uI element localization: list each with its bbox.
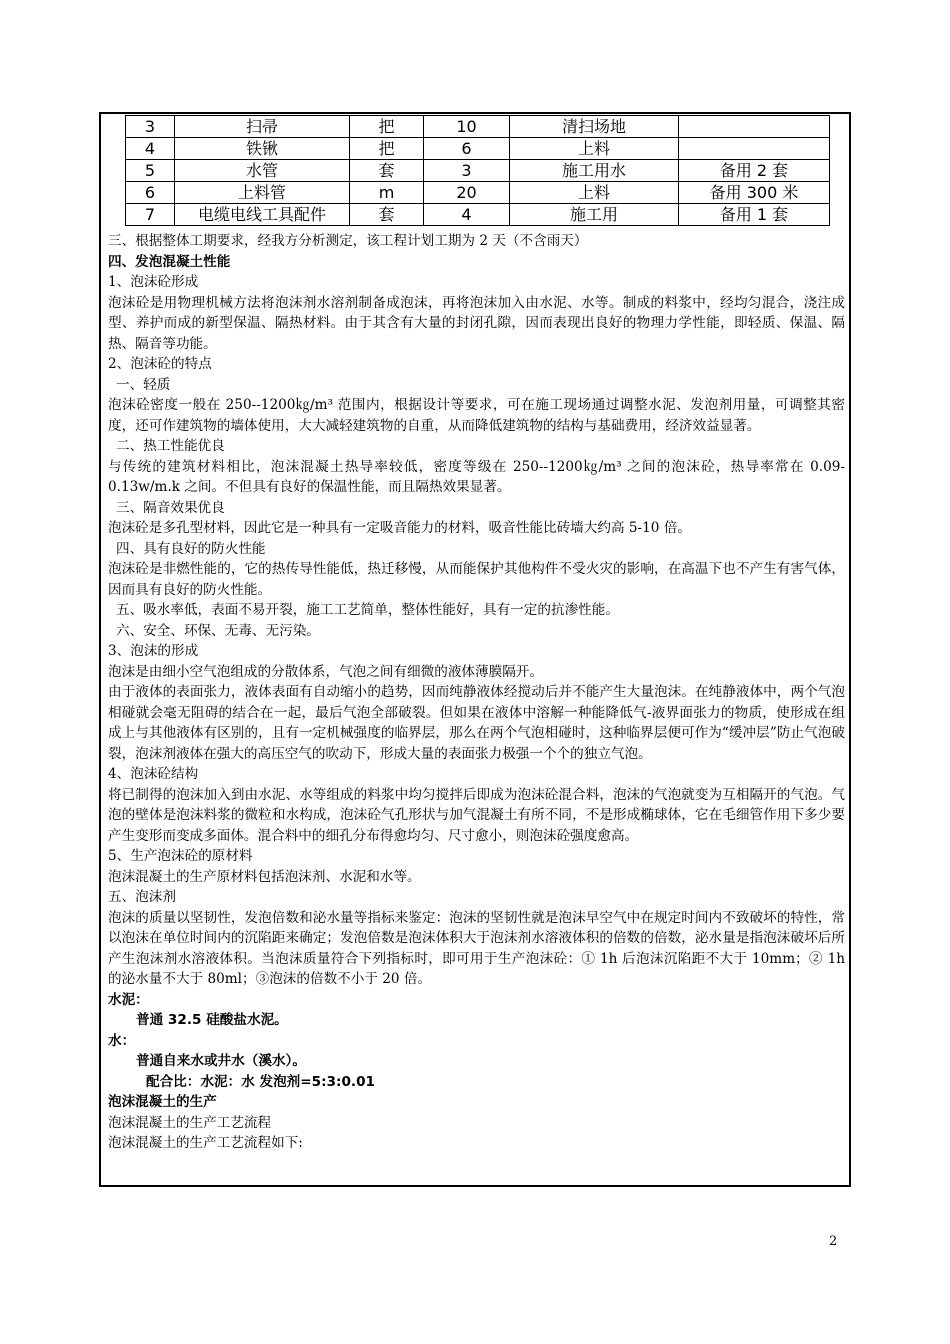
table-cell: 7	[126, 204, 175, 226]
table-cell: 套	[350, 160, 424, 182]
table-cell: 上料	[510, 138, 679, 160]
feature-heading: 二、热工性能优良	[116, 438, 225, 454]
paragraph: 泡沫砼是用物理机械方法将泡沫剂水溶剂制备成泡沫，再将泡沫加入由水泥、水等。制成的料浆中，经均匀混合，浇注成型、养护而成的新型保温、隔热材料。由于其含有大量的封闭孔隙，因而表现出良好的物理力学性能，即轻质、保温、隔热、隔音等功能。	[108, 294, 845, 352]
subsection-heading: 4、泡沫砼结构	[108, 766, 199, 782]
table-cell: m	[350, 182, 424, 204]
material-heading: 水：	[108, 1032, 136, 1049]
table-cell: 电缆电线工具配件	[175, 204, 350, 226]
table-row	[126, 116, 830, 138]
paragraph: 泡沫砼是多孔型材料，因此它是一种具有一定吸音能力的材料，吸音性能比砖墙大约高 5-10 倍。	[108, 520, 691, 536]
table-cell: 4	[126, 138, 175, 160]
table-cell: 铁锹	[175, 138, 350, 160]
subsection-heading: 3、泡沫的形成	[108, 643, 199, 659]
table-cell: 4	[424, 204, 510, 226]
table-cell: 套	[350, 204, 424, 226]
table-cell: 6	[424, 138, 510, 160]
feature-heading: 五、吸水率低，表面不易开裂，施工工艺简单，整体性能好，具有一定的抗渗性能。	[116, 602, 619, 618]
table-cell: 备用 1 套	[679, 204, 830, 226]
feature-heading: 一、轻质	[116, 376, 171, 393]
table-cell: 清扫场地	[510, 116, 679, 138]
subsection-heading: 1、泡沫砼形成	[108, 274, 199, 290]
material-value: 普通 32.5 硅酸盐水泥。	[136, 1012, 288, 1028]
paragraph: 泡沫的质量以坚韧性，发泡倍数和泌水量等指标来鉴定：泡沫的坚韧性就是泡沫早空气中在规定时间内不致破坏的特性，常以泡沫在单位时间内的沉陷距来确定；发泡倍数是泡沫体积大于泡沫剂水溶液体积的倍数的倍数，泌水量是指泡沫破坏后所产生泡沫剂水溶液体积。当泡沫质量符合下列指标时，即可用于生产泡沫砼：① 1h 后泡沫沉陷距不大于 10mm；② 1h 的泌水量不大于 80ml；③泡沫的倍数不小于 20 倍。	[108, 909, 845, 987]
table-cell: 上料管	[175, 182, 350, 204]
table-cell: 3	[424, 160, 510, 182]
paragraph: 泡沫是由细小空气泡组成的分散体系，气泡之间有细微的液体薄膜隔开。	[108, 663, 543, 680]
table-cell: 备用 300 米	[679, 182, 830, 204]
material-heading: 水泥：	[108, 991, 149, 1008]
feature-heading: 四、具有良好的防火性能	[116, 540, 266, 557]
table-cell	[679, 116, 830, 138]
table-cell: 备用 2 套	[679, 160, 830, 182]
subsection-heading: 5、生产泡沫砼的原材料	[108, 848, 253, 864]
tools-table	[125, 115, 830, 226]
table-row	[126, 182, 830, 204]
material-value: 普通自来水或井水（溪水）。	[136, 1053, 306, 1069]
table-cell	[679, 138, 830, 160]
page-number: 2	[829, 1234, 838, 1249]
table-cell: 施工用	[510, 204, 679, 226]
table-row	[126, 160, 830, 182]
document-body	[108, 231, 845, 1154]
table-cell: 上料	[510, 182, 679, 204]
table-cell: 5	[126, 160, 175, 182]
table-cell: 扫帚	[175, 116, 350, 138]
table-cell: 把	[350, 138, 424, 160]
mix-ratio: 配合比：水泥：水 发泡剂=5:3:0.01	[146, 1073, 375, 1090]
subsection-heading: 五、泡沫剂	[108, 889, 176, 905]
paragraph: 与传统的建筑材料相比，泡沫混凝土热导率较低，密度等级在 250--1200㎏/m³ 之间的泡沫砼，热导率常在 0.09-0.13w/m.k 之间。不但具有良好的保温性能，而且隔热效果显著。	[108, 458, 845, 495]
paragraph: 泡沫混凝土的生产工艺流程如下:	[108, 1135, 303, 1151]
table-row	[126, 204, 830, 226]
paragraph: 泡沫砼密度一般在 250--1200㎏/m³ 范围内，根据设计等要求，可在施工现场通过调整水泥、发泡剂用量，可调整其密度，还可作建筑物的墙体使用，大大减轻建筑物的自重，从而降低建筑物的结构与基础费用，经济效益显著。	[108, 397, 845, 434]
feature-heading: 三、隔音效果优良	[116, 499, 225, 516]
paragraph: 由于液体的表面张力，液体表面有自动缩小的趋势，因而纯静液体经搅动后并不能产生大量泡沫。在纯静液体中，两个气泡相碰就会毫无阻碍的结合在一起，最后气泡全部破裂。但如果在液体中溶解一种能降低气-液界面张力的物质，使形成在组成上与其他液体有区别的，且有一定机械强度的临界层，那么在两个气泡相碰时，这种临界层便可作为“缓冲层”防止气泡破裂，泡沫剂液体在强大的高压空气的吹动下，形成大量的表面张力极强一个个的独立气泡。	[108, 684, 845, 762]
table-cell: 3	[126, 116, 175, 138]
feature-heading: 六、安全、环保、无毒、无污染。	[116, 622, 320, 639]
subsection-heading: 2、泡沫砼的特点	[108, 356, 212, 372]
schedule-line: 三、根据整体工期要求，经我方分析测定，该工程计划工期为 2 天（不含雨天）	[108, 233, 588, 249]
table-cell: 10	[424, 116, 510, 138]
table-cell: 水管	[175, 160, 350, 182]
table-cell: 20	[424, 182, 510, 204]
paragraph: 泡沫混凝土的生产原材料包括泡沫剂、水泥和水等。	[108, 868, 421, 885]
paragraph: 将已制得的泡沫加入到由水泥、水等组成的料浆中均匀搅拌后即成为泡沫砼混合料，泡沫的气泡就变为互相隔开的气泡。气泡的壁体是泡沫料浆的微粒和水构成，泡沫砼气孔形状与加气混凝土有所不同，不是形成椭球体，它在毛细管作用下多少要产生变形而变成多面体。混合料中的细孔分布得愈均匀、尺寸愈小，则泡沫砼强度愈高。	[108, 786, 845, 844]
table-cell: 6	[126, 182, 175, 204]
table-cell: 施工用水	[510, 160, 679, 182]
table-row	[126, 138, 830, 160]
frame-top-rule	[99, 112, 851, 114]
section-heading: 泡沫混凝土的生产	[108, 1094, 217, 1110]
table-cell: 把	[350, 116, 424, 138]
section-heading: 四、发泡混凝土性能	[108, 253, 231, 270]
paragraph: 泡沫混凝土的生产工艺流程	[108, 1114, 272, 1131]
paragraph: 泡沫砼是非燃性能的，它的热传导性能低，热迁移慢，从而能保护其他构件不受火灾的影响，在高温下也不产生有害气体，因而具有良好的防火性能。	[108, 561, 845, 598]
